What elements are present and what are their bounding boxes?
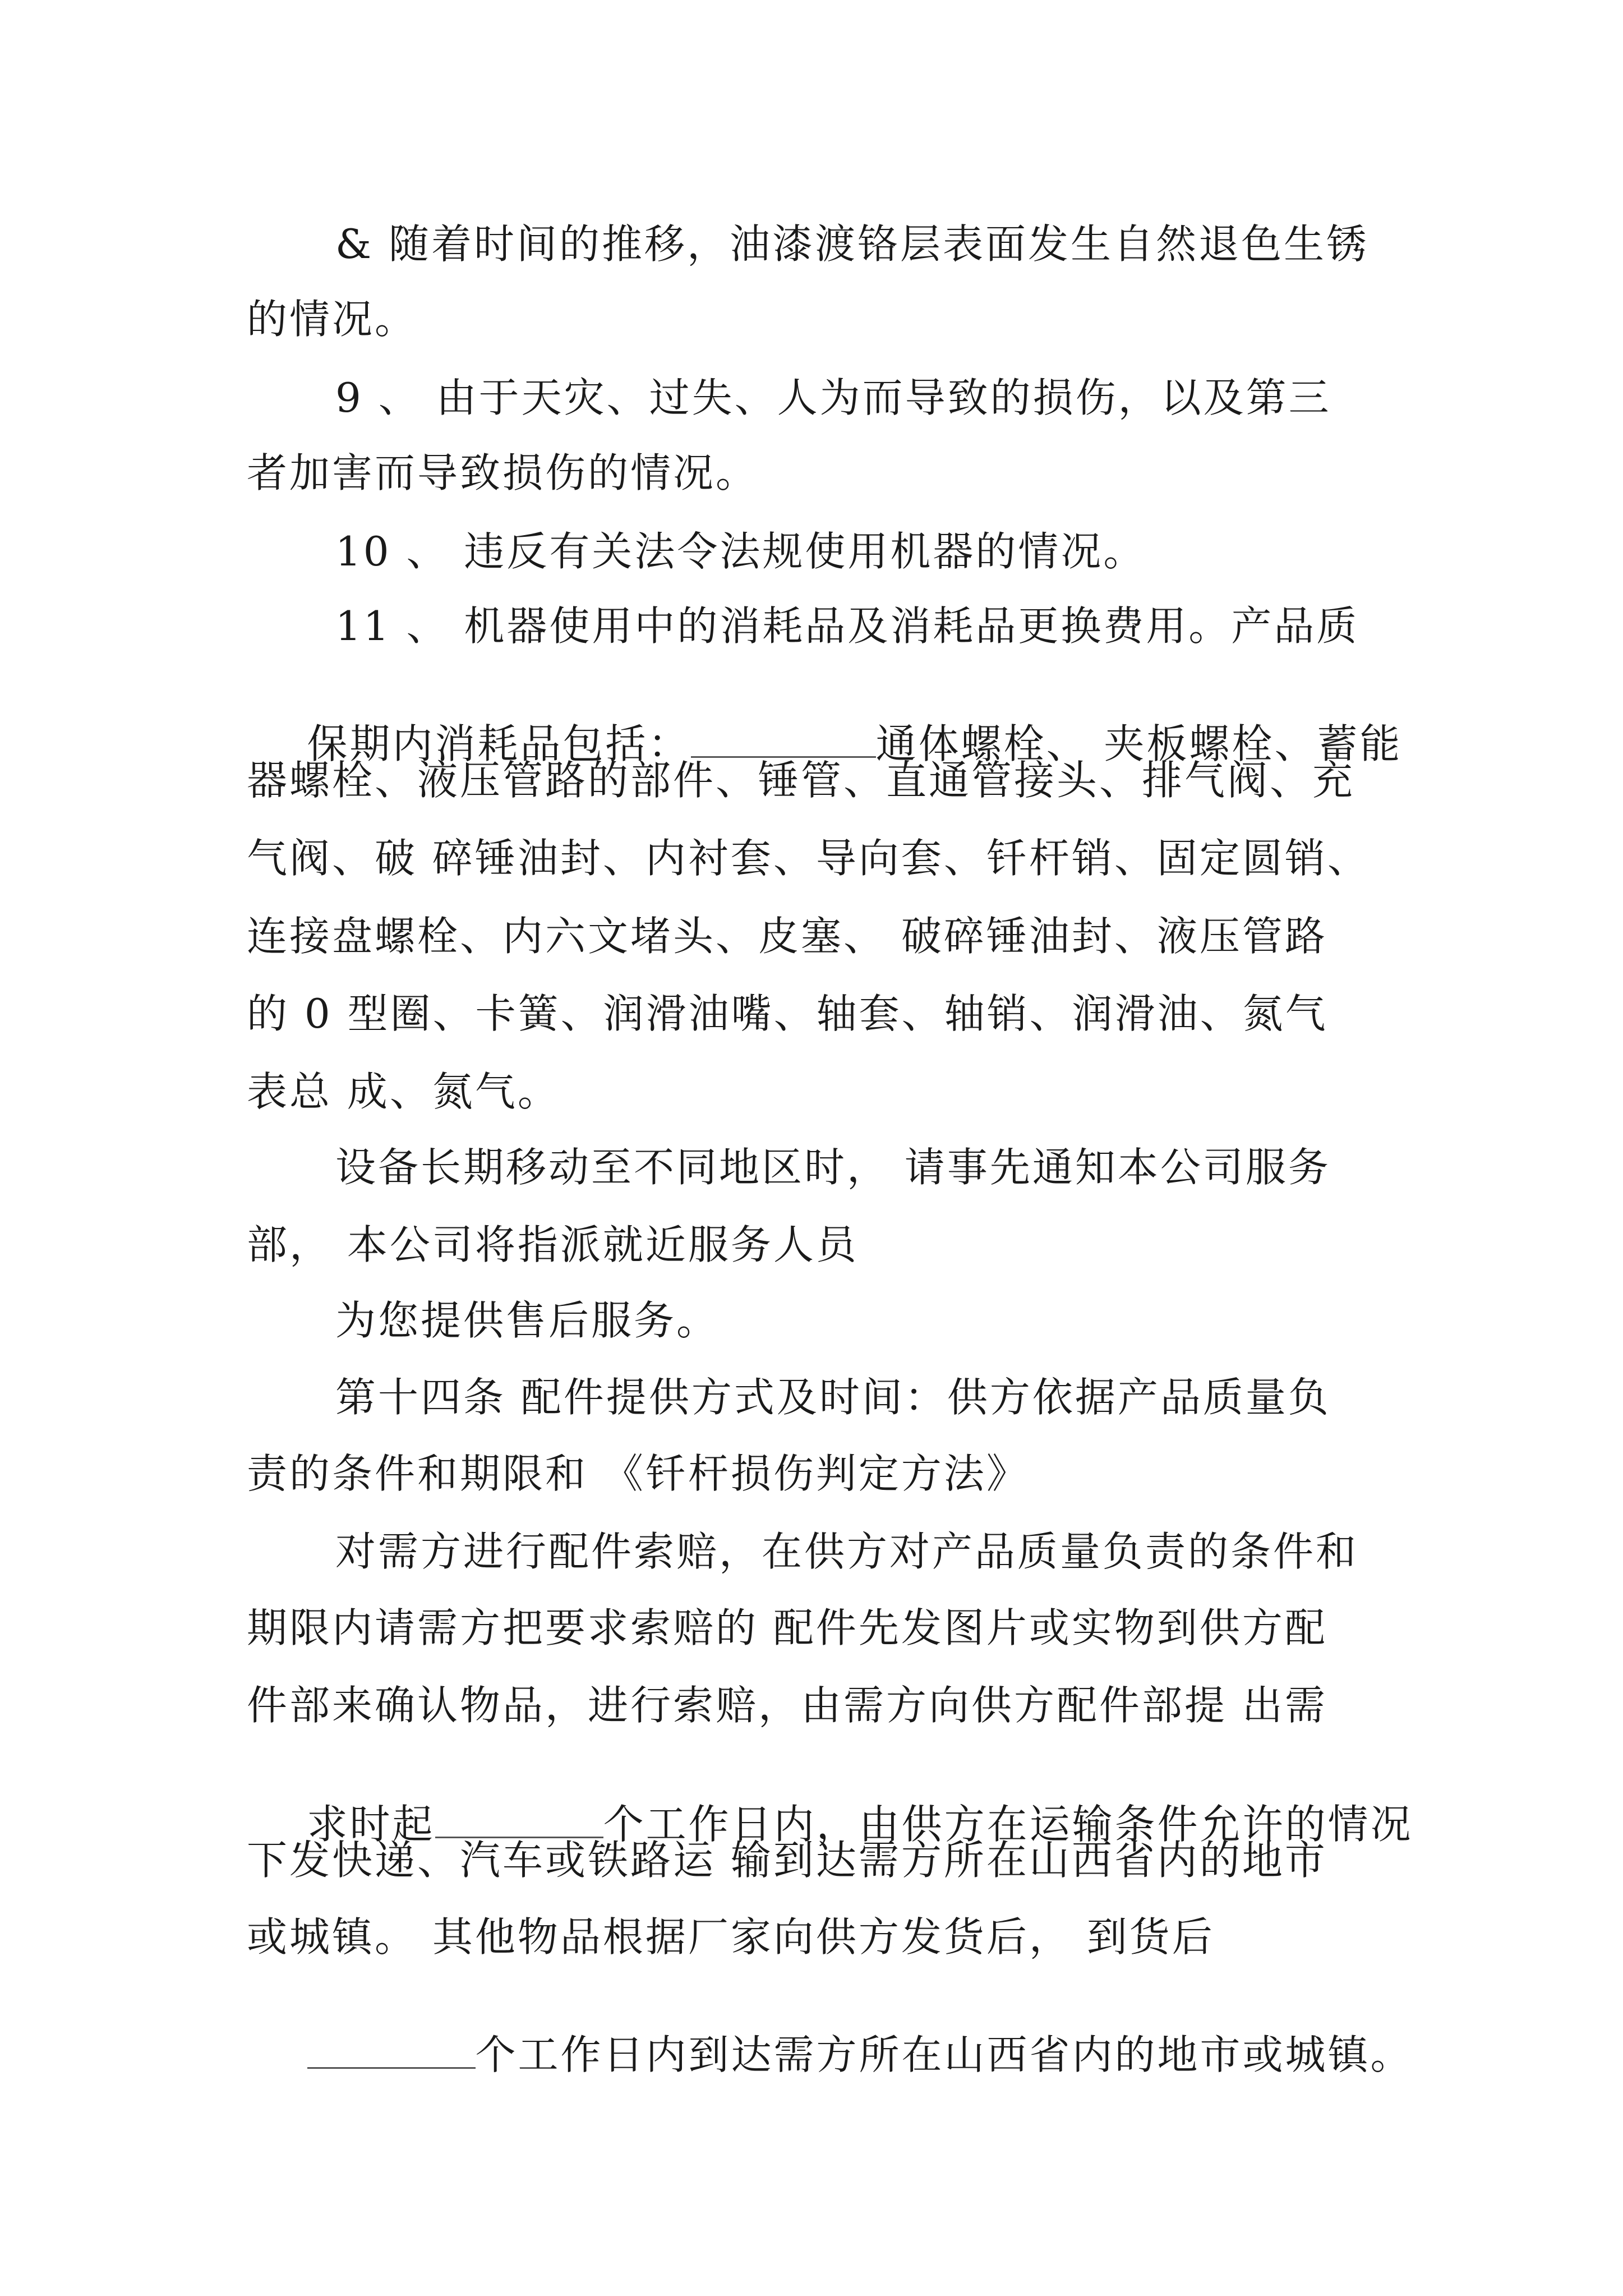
claims-line-1: 对需方进行配件索赔，在供方对产品质量负责的条件和: [335, 1528, 1359, 1575]
item-8-line-2: 的情况。: [247, 296, 418, 343]
claims-line-4-lead: 求时起: [307, 1801, 435, 1848]
claims-line-4-tail: 个工作日内，由供方在运输条件允许的情况: [603, 1801, 1413, 1848]
claims-line-2: 期限内请需方把要求索赔的 配件先发图片或实物到供方配: [247, 1604, 1327, 1651]
workdays-blank-1: [435, 1803, 603, 1838]
item-11-line-5: 连接盘螺栓、内六文堵头、皮塞、 破碎锤油封、液压管路: [247, 913, 1327, 960]
consumables-blank: [691, 723, 876, 758]
item-8-line-1: & 随着时间的推移，油漆渡铬层表面发生自然退色生锈: [335, 220, 1369, 268]
article-14-line-2: 责的条件和期限和 《钎杆损伤判定方法》: [247, 1450, 1029, 1497]
relocation-line-3: 为您提供售后服务。: [335, 1297, 720, 1344]
claims-line-7: [247, 1993, 1413, 2115]
relocation-line-2: 部， 本公司将指派就近服务人员: [247, 1221, 859, 1268]
claims-line-3: 件部来确认物品，进行索赔，由需方向供方配件部提 出需: [247, 1682, 1327, 1729]
claims-line-7-tail: 个工作日内到达需方所在山西省内的地市或城镇。: [475, 2031, 1413, 2078]
item-11-line-3: 器螺栓、液压管路的部件、锤管、直通管接头、排气阀、充: [247, 757, 1355, 804]
article-14-line-1: 第十四条 配件提供方式及时间：供方依据产品质量负: [335, 1374, 1331, 1421]
item-11-line-4: 气阀、破 碎锤油封、内衬套、导向套、钎杆销、固定圆销、: [247, 835, 1370, 882]
relocation-line-1: 设备长期移动至不同地区时， 请事先通知本公司服务: [335, 1144, 1331, 1191]
item-11-line-6: 的 0 型圈、卡簧、润滑油嘴、轴套、轴销、润滑油、氮气: [247, 990, 1328, 1037]
item-11-line-7: 表总 成、氮气。: [247, 1068, 560, 1115]
item-11-line-2-lead: 保期内消耗品包括：: [307, 720, 691, 767]
item-11-line-1: 11 、 机器使用中的消耗品及消耗品更换费用。产品质: [335, 602, 1359, 650]
claims-line-5: 下发快递、汽车或铁路运 输到达需方所在山西省内的地市: [247, 1837, 1327, 1884]
item-11-line-2-tail: 通体螺栓、 夹板螺栓、蓄能: [875, 720, 1403, 767]
item-9-line-2: 者加害而导致损伤的情况。: [247, 449, 759, 496]
item-10-line-1: 10 、 违反有关法令法规使用机器的情况。: [335, 528, 1146, 575]
claims-line-6: 或城镇。 其他物品根据厂家向供方发货后， 到货后: [247, 1913, 1215, 1961]
workdays-blank-2: [307, 2033, 476, 2069]
item-9-line-1: 9 、 由于天灾、过失、人为而导致的损伤，以及第三: [335, 374, 1331, 421]
